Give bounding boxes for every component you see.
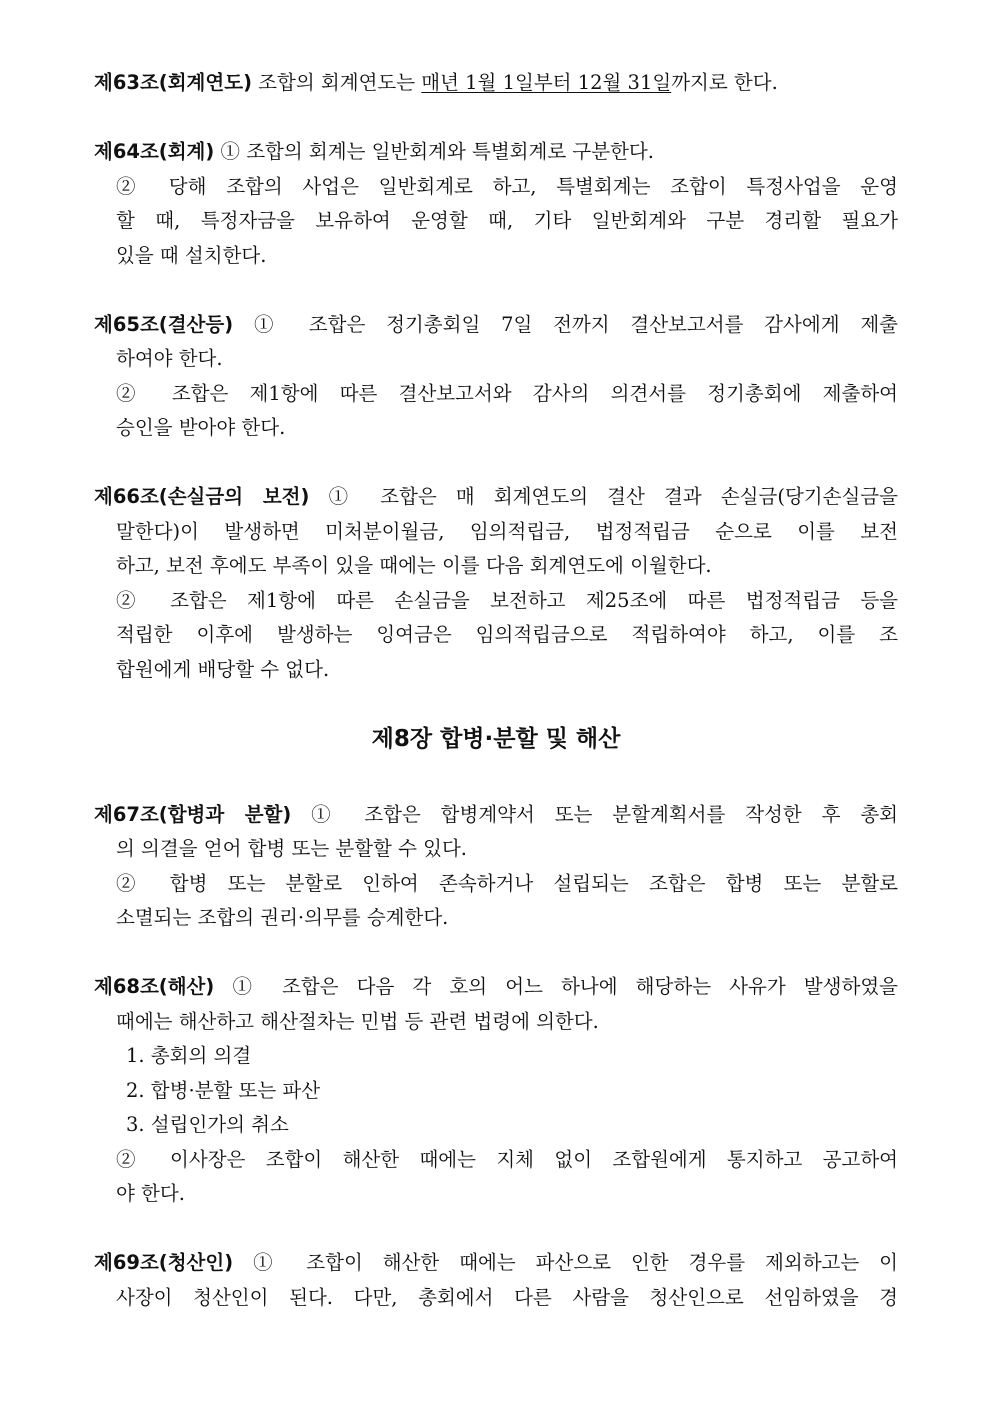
article-text: 사장이 청산인이 된다. 다만, 총회에서 다른 사람을 청산인으로 선임하였을 경 — [116, 1285, 898, 1309]
article-heading: 제63조(회계연도) — [94, 71, 252, 94]
article-text: 야 한다. — [116, 1182, 185, 1205]
article-text: 승인을 받아야 한다. — [116, 416, 286, 439]
article-text: 때에는 해산하고 해산절차는 민법 등 관련 법령에 의한다. — [116, 1009, 599, 1033]
article-68 — [94, 970, 898, 1212]
underlined-period: 매년 1월 1일부터 12월 31일 — [421, 71, 672, 94]
article-text: 적립한 이후에 발생하는 잉여금은 임의적립금으로 적립하여야 하고, 이를 조 — [116, 623, 898, 646]
article-text: ① 조합이 해산한 때에는 파산으로 인한 경우를 제외하고는 이 — [233, 1251, 898, 1274]
article-text: ② 조합은 제1항에 따른 결산보고서와 감사의 의견서를 정기총회에 제출하여 — [116, 381, 898, 405]
article-64 — [94, 135, 898, 273]
article-text: ① 조합은 합병계약서 또는 분할계획서를 작성한 후 총회 — [291, 802, 898, 826]
article-66 — [94, 480, 898, 687]
document-page — [94, 66, 898, 1350]
article-text: ① 조합은 정기총회일 7일 전까지 결산보고서를 감사에게 제출 — [233, 312, 898, 336]
article-text: 있을 때 설치한다. — [116, 243, 267, 267]
article-heading: 제67조(합병과 분할) — [94, 802, 292, 826]
list-item: 1. 총회의 의결 — [126, 1044, 252, 1067]
list-item: 2. 합병·분할 또는 파산 — [126, 1078, 321, 1102]
article-text: ① 조합은 다음 각 호의 어느 하나에 해당하는 사유가 발생하였을 — [214, 975, 898, 998]
article-text: 할 때, 특정자금을 보유하여 운영할 때, 기타 일반회계와 구분 경리할 필요가 — [116, 209, 898, 232]
article-heading: 제66조(손실금의 보전) — [94, 485, 310, 508]
article-text: ② 이사장은 조합이 해산한 때에는 지체 없이 조합원에게 통지하고 공고하여 — [116, 1147, 898, 1171]
article-67 — [94, 798, 898, 936]
article-text: 까지로 한다. — [671, 71, 778, 94]
article-heading: 제65조(결산등) — [94, 312, 234, 336]
article-text: ② 합병 또는 분할로 인하여 존속하거나 설립되는 조합은 합병 또는 분할로 — [116, 871, 898, 895]
list-item: 3. 설립인가의 취소 — [126, 1113, 289, 1136]
article-65 — [94, 308, 898, 446]
article-heading: 제69조(청산인) — [94, 1251, 234, 1274]
article-text: ② 조합은 제1항에 따른 손실금을 보전하고 제25조에 따른 법정적립금 등을 — [116, 588, 898, 612]
article-text: ① 조합의 회계는 일반회계와 특별회계로 구분한다. — [214, 140, 654, 163]
article-63 — [94, 66, 898, 101]
article-text: 하여야 한다. — [116, 347, 223, 370]
article-69 — [94, 1246, 898, 1315]
article-text: 의 의결을 얻어 합병 또는 분할할 수 있다. — [116, 837, 467, 860]
article-text: 조합의 회계연도는 — [251, 71, 422, 94]
article-text: ② 당해 조합의 사업은 일반회계로 하고, 특별회계는 조합이 특정사업을 운영 — [116, 174, 898, 198]
chapter-heading: 제8장 합병·분할 및 해산 — [371, 725, 621, 752]
article-text: 소멸되는 조합의 권리·의무를 승계한다. — [116, 906, 449, 929]
article-text: 하고, 보전 후에도 부족이 있을 때에는 이를 다음 회계연도에 이월한다. — [116, 554, 712, 577]
article-heading: 제64조(회계) — [94, 140, 215, 163]
article-text: ① 조합은 매 회계연도의 결산 결과 손실금(당기손실금을 — [309, 485, 898, 508]
article-text: 합원에게 배당할 수 없다. — [116, 657, 330, 681]
article-heading: 제68조(해산) — [94, 975, 215, 998]
article-text: 말한다)이 발생하면 미처분이월금, 임의적립금, 법정적립금 순으로 이를 보전 — [116, 519, 898, 543]
